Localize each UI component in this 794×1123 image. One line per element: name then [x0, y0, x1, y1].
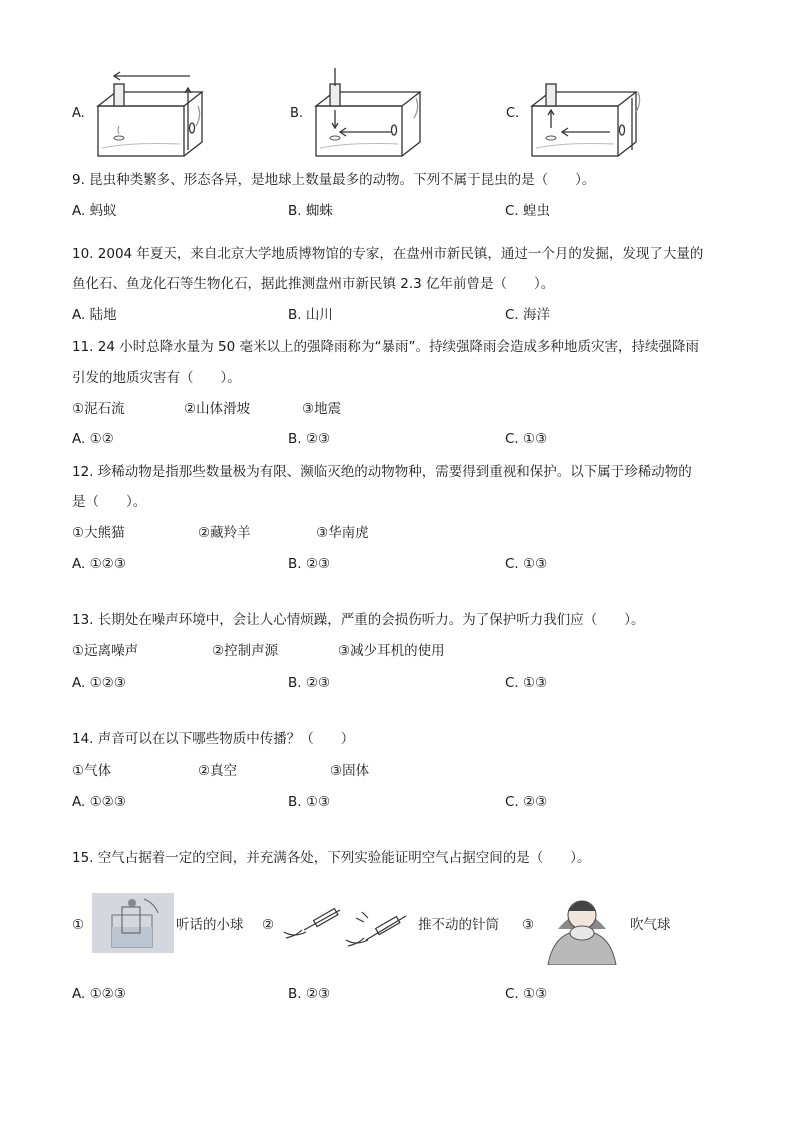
- q12-item-3: ③华南虎: [316, 525, 369, 541]
- q12-item-2: ②藏羚羊: [198, 525, 251, 541]
- q11-item-2: ②山体滑坡: [184, 401, 251, 417]
- q14-item-3: ③固体: [330, 763, 370, 779]
- q14-option-a: A. ①②③: [72, 794, 126, 810]
- q13-item-1: ①远离噪声: [72, 643, 139, 659]
- q12-stem-line1: 12. 珍稀动物是指那些数量极为有限、濒临灭绝的动物物种，需要得到重视和保护。以下属于珍稀动物的: [72, 464, 692, 480]
- q14-stem: 14. 声音可以在以下哪些物质中传播？（ ）: [72, 731, 355, 747]
- q11-option-a: A. ①②: [72, 431, 114, 447]
- q15-caption-3: 吹气球: [630, 917, 671, 933]
- q15-caption-2: 推不动的针筒: [418, 917, 499, 933]
- smoke-box-arrow-left-icon: [92, 66, 212, 162]
- q15-caption-1: 听话的小球: [176, 917, 244, 933]
- child-blowing-balloon-icon: [540, 885, 624, 965]
- q8-option-c-letter: C.: [506, 106, 520, 121]
- q13-item-3: ③减少耳机的使用: [338, 643, 445, 659]
- q15-marker-2: ②: [262, 917, 275, 933]
- q15-marker-1: ①: [72, 917, 85, 933]
- q12-item-1: ①大熊猫: [72, 525, 125, 541]
- q15-option-c: C. ①③: [505, 986, 548, 1002]
- q9-option-b: B. 蜘蛛: [288, 203, 333, 219]
- syringe-experiment-icon: [280, 898, 416, 950]
- q15-marker-3: ③: [522, 917, 535, 933]
- q11-stem-line1: 11. 24 小时总降水量为 50 毫米以上的强降雨称为“暴雨”。持续强降雨会造成多种地质灾害，持续强降雨: [72, 339, 699, 355]
- q8-option-b-letter: B.: [290, 106, 304, 121]
- q10-option-b: B. 山川: [288, 307, 333, 323]
- q14-option-b: B. ①③: [288, 794, 331, 810]
- q13-item-2: ②控制声源: [212, 643, 279, 659]
- q10-option-c: C. 海洋: [505, 307, 551, 323]
- q15-option-b: B. ②③: [288, 986, 331, 1002]
- q11-item-1: ①泥石流: [72, 401, 125, 417]
- q14-item-1: ①气体: [72, 763, 112, 779]
- q12-option-c: C. ①③: [505, 556, 548, 572]
- q15-stem: 15. 空气占据着一定的空间，并充满各处，下列实验能证明空气占据空间的是（ ）。: [72, 850, 591, 866]
- q13-option-c: C. ①③: [505, 675, 548, 691]
- q14-option-c: C. ②③: [505, 794, 548, 810]
- ball-in-cup-experiment-icon: [92, 893, 174, 953]
- q12-stem-line2: 是（ ）。: [72, 494, 147, 510]
- q9-option-a: A. 蚂蚁: [72, 203, 117, 219]
- q15-option-a: A. ①②③: [72, 986, 126, 1002]
- q10-stem-line1: 10. 2004 年夏天，来自北京大学地质博物馆的专家，在盘州市新民镇，通过一个月的发掘，发现了大量的: [72, 246, 704, 262]
- q11-option-b: B. ②③: [288, 431, 331, 447]
- q13-option-a: A. ①②③: [72, 675, 126, 691]
- smoke-box-arrow-right-icon: [310, 66, 430, 162]
- q10-option-a: A. 陆地: [72, 307, 117, 323]
- smoke-box-arrow-left-inside-icon: [526, 66, 650, 162]
- q9-stem: 9. 昆虫种类繁多、形态各异，是地球上数量最多的动物。下列不属于昆虫的是（ ）。: [72, 172, 596, 188]
- q12-option-b: B. ②③: [288, 556, 331, 572]
- q11-item-3: ③地震: [302, 401, 342, 417]
- q9-option-c: C. 蝗虫: [505, 203, 551, 219]
- q13-option-b: B. ②③: [288, 675, 331, 691]
- q13-stem: 13. 长期处在噪声环境中，会让人心情烦躁，严重的会损伤听力。为了保护听力我们应（ ）。: [72, 612, 645, 628]
- q12-option-a: A. ①②③: [72, 556, 126, 572]
- q11-stem-line2: 引发的地质灾害有（ ）。: [72, 370, 241, 386]
- q14-item-2: ②真空: [198, 763, 238, 779]
- q10-stem-line2: 鱼化石、鱼龙化石等生物化石，据此推测盘州市新民镇 2.3 亿年前曾是（ ）。: [72, 276, 555, 292]
- q8-option-a-letter: A.: [72, 106, 85, 121]
- q11-option-c: C. ①③: [505, 431, 548, 447]
